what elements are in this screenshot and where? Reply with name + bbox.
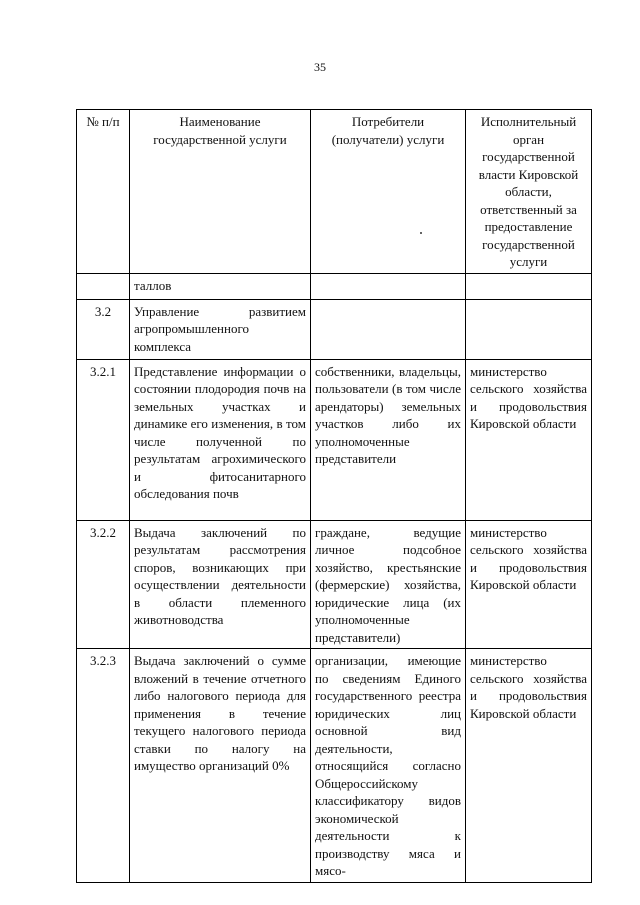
row-body [466,273,592,299]
table-row [77,649,592,883]
row-body: министерство сельского хозяйства и продовольствия Кировской области [466,649,592,883]
row-body: министерство сельского хозяйства и продовольствия Кировской области [466,520,592,649]
table-row [77,359,592,520]
header-number: № п/п [77,110,130,274]
row-number: 3.2.3 [77,649,130,883]
header-responsible-body: Исполнительный орган государственной власти Кировской области, ответственный за предоставление государственной услуги [466,110,592,274]
table-row [77,273,592,299]
table-row [77,299,592,359]
row-service: Управление развитием агропромышленного комплекса [130,299,311,359]
table-header-row [77,110,592,274]
row-body [466,299,592,359]
row-consumers: граждане, ведущие личное подсобное хозяйство, крестьянские (фермерские) хозяйства, юридические лица (их уполномоченные представители) [311,520,466,649]
header-consumers: Потребители (получатели) услуги [311,110,466,274]
services-table [76,109,592,883]
row-number [77,273,130,299]
row-consumers: организации, имеющие по сведениям Единого государственного реестра юридических лиц основной вид деятельности, относящийся согласно Общероссийскому классификатору видов экономической деятельности к производству мяса и мясо- [311,649,466,883]
row-service: таллов [130,273,311,299]
row-number: 3.2.2 [77,520,130,649]
scan-speck [420,232,422,234]
row-number: 3.2 [77,299,130,359]
page-number: 35 [314,60,326,74]
row-body: министерство сельского хозяйства и продовольствия Кировской области [466,359,592,520]
row-consumers: собственники, владельцы, пользователи (в том числе арендаторы) земельных участков либо их уполномоченные представители [311,359,466,520]
row-service: Выдача заключений по результатам рассмотрения споров, возникающих при осуществлении деятельности в области племенного животноводства [130,520,311,649]
row-consumers [311,299,466,359]
row-consumers [311,273,466,299]
row-service: Выдача заключений о сумме вложений в течение отчетного либо налогового периода для применения в течение текущего налогового периода ставки по налогу на имущество организаций 0% [130,649,311,883]
row-number: 3.2.1 [77,359,130,520]
row-service: Представление информации о состоянии плодородия почв на земельных участках и динамике его изменения, в том числе полученной по результатам агрохимического и фитосанитарного обследования почв [130,359,311,520]
header-service-name: Наименование государственной услуги [130,110,311,274]
table-row [77,520,592,649]
